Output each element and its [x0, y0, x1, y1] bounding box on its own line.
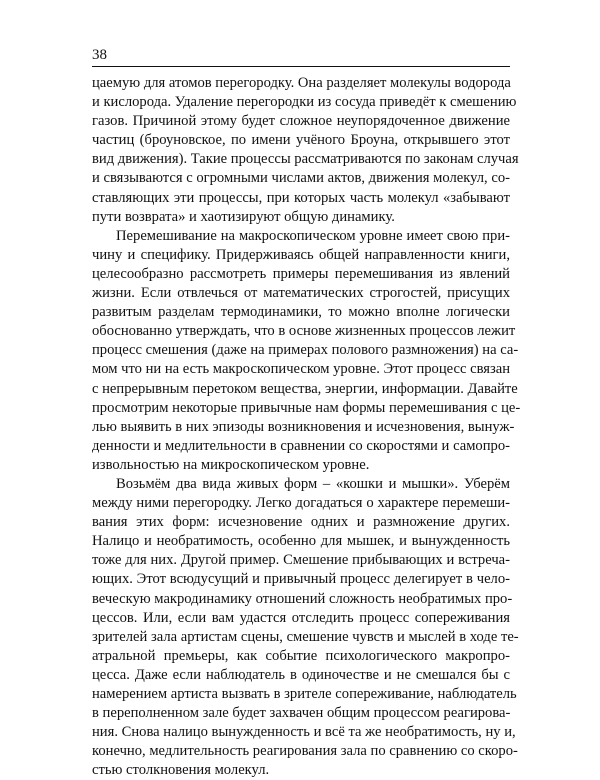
text-line: в переполненном зале будет захвачен общим процессом реагирова- [92, 705, 511, 722]
text-line: вания этих форм: исчезновение одних и размножение других. [92, 514, 510, 531]
text-line: цесса. Даже если наблюдатель в одиночестве и не смешался бы с [92, 666, 510, 683]
text-line: тоже для них. Другой пример. Смешение прибывающих и встреча- [92, 552, 510, 569]
text-line: и кислорода. Удаление перегородки из сосуда приведёт к смешению [92, 94, 517, 111]
header-rule [92, 66, 510, 67]
text-line: развитым разделам термодинамики, то можно вполне логически [92, 304, 510, 321]
text-line: газов. Причиной этому будет сложное неупорядоченное движение [92, 113, 510, 130]
text-line: Налицо и необратимость, особенно для мышек, и вынужденность [92, 533, 510, 550]
text-line: Возьмём два вида живых форм – «кошки и мышки». Уберём [116, 475, 510, 492]
text-line: Перемешивание на макроскопическом уровне имеет свою при- [116, 227, 510, 244]
text-line: просмотрим некоторые привычные нам формы перемешивания с це- [92, 399, 521, 416]
text-line: ния. Снова налицо вынужденность и всё та же необратимость, ну и, [92, 724, 516, 741]
text-line: зрителей зала артистам сцены, смешение чувств и мыслей в ходе те- [92, 628, 519, 645]
text-line: с непрерывным перетоком вещества, энергии, информации. Давайте [92, 380, 518, 397]
text-line: конечно, медлительность реагирования зала по сравнению со скоро- [92, 743, 518, 760]
text-line: и связываются с огромными числами актов, движения молекул, со- [92, 170, 510, 187]
text-line: целесообразно рассмотреть примеры перемешивания из явлений [92, 265, 510, 282]
text-line: между ними перегородку. Легко догадаться о характере перемеши- [92, 495, 510, 512]
text-line: процесс смешения (даже на примерах полового размножения) на са- [92, 342, 519, 359]
text-line: обоснованно утверждать, что в основе жизненных процессов лежит [92, 323, 516, 340]
page-number: 38 [92, 47, 107, 63]
text-line: вид движения). Такие процессы рассматриваются по законам случая [92, 151, 519, 168]
text-line: веческую макродинамику отношений сложность необратимых про- [92, 590, 513, 607]
text-line: денности и медлительности в сравнении со скоростями и самопро- [92, 437, 510, 454]
paragraph [92, 74, 519, 227]
text-line: атральной премьеры, как событие психологического макропро- [92, 647, 510, 664]
paragraph [92, 227, 521, 475]
text-line: частиц (броуновское, по имени учёного Броуна, открывшего этот [92, 132, 510, 149]
text-line: стью столкновения молекул. [92, 762, 270, 779]
text-line: извольностью на микроскопическом уровне. [92, 456, 370, 473]
text-line: цаемую для атомов перегородку. Она разделяет молекулы водорода [92, 75, 511, 91]
text-line: ставляющих эти процессы, при которых часть молекул «забывают [92, 189, 510, 206]
text-line: чину и специфику. Придерживаясь общей направленности книги, [92, 246, 510, 263]
text-line: намерением артиста вызвать в зрителе сопереживание, наблюдатель [92, 686, 517, 702]
text-line: жизни. Если отвлечься от математических строгостей, присущих [92, 285, 510, 302]
text-line: пути возврата» и хаотизируют общую динамику. [92, 208, 395, 225]
text-line: ющих. Этот всюдусущий и привычный процесс делегирует в чело- [92, 571, 510, 588]
text-line: цессов. Или, если вам удастся отследить процесс сопереживания [92, 609, 510, 626]
text-line: мом что ни на есть макроскопическом уровне. Этот процесс связан [92, 361, 511, 378]
body-text [92, 74, 521, 780]
text-line: лью выявить в них эпизоды возникновения и исчезновения, вынуж- [92, 418, 515, 435]
paragraph [92, 475, 519, 780]
